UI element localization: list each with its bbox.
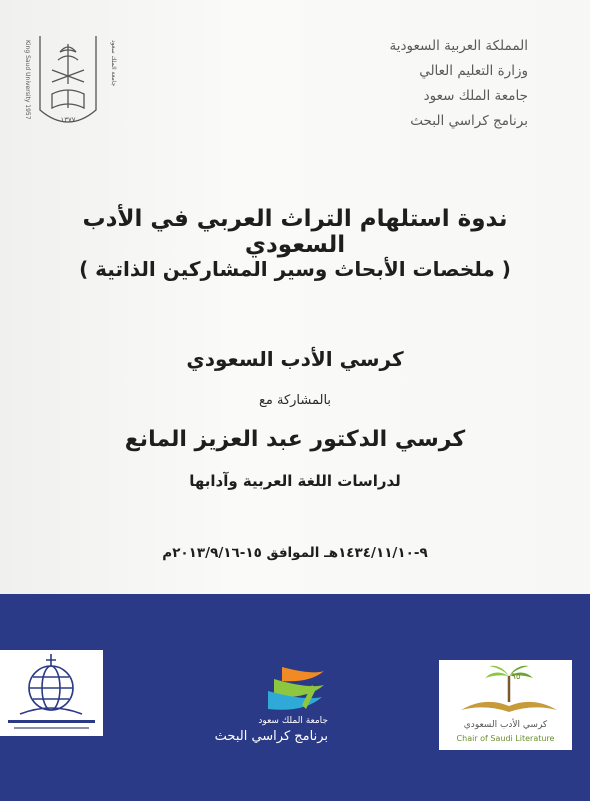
- gov-line-program: برنامج كراسي البحث: [410, 113, 528, 129]
- program-logo-title: برنامج كراسي البحث: [214, 729, 328, 744]
- globe-book-icon: [0, 650, 103, 736]
- program-logo-university: جامعة الملك سعود: [258, 716, 328, 726]
- logo-number: ٩٥: [511, 672, 521, 682]
- saudi-literature-chair-logo: [439, 660, 572, 750]
- svg-text:١٣٧٧: ١٣٧٧: [60, 116, 76, 124]
- gov-line-university: جامعة الملك سعود: [423, 88, 528, 104]
- event-date: ٩-١٤٣٤/١١/١٠هـ الموافق ١٥-٢٠١٣/٩/١٦م: [162, 545, 428, 561]
- research-chairs-program-logo: [190, 665, 350, 755]
- svg-text:King Saud University 1957: King Saud University 1957: [24, 40, 31, 120]
- government-header: [268, 34, 528, 134]
- partnership-label: بالمشاركة مع: [258, 393, 332, 408]
- symposium-subtitle: ( ملخصات الأبحاث وسير المشاركين الذاتية ): [79, 257, 511, 281]
- symposium-title: ندوة استلهام التراث العربي في الأدب السعودي: [82, 206, 508, 258]
- university-seal-icon: [18, 30, 118, 142]
- gov-line-ministry: وزارة التعليم العالي: [419, 63, 528, 79]
- partner-chair: كرسي الدكتور عبد العزيز المانع: [124, 427, 466, 452]
- svg-text:جامعة الملك سعود: جامعة الملك سعود: [110, 40, 117, 87]
- palm-book-icon: [439, 660, 572, 718]
- primary-chair: كرسي الأدب السعودي: [186, 347, 404, 371]
- logo-arabic-name: كرسي الأدب السعودي: [463, 720, 548, 730]
- logo-english-name: Chair of Saudi Literature: [456, 734, 555, 743]
- gov-line-kingdom: المملكة العربية السعودية: [389, 38, 528, 54]
- partner-chair-subtitle: لدراسات اللغة العربية وآدابها: [189, 472, 401, 490]
- partner-chair-logo: [0, 650, 103, 736]
